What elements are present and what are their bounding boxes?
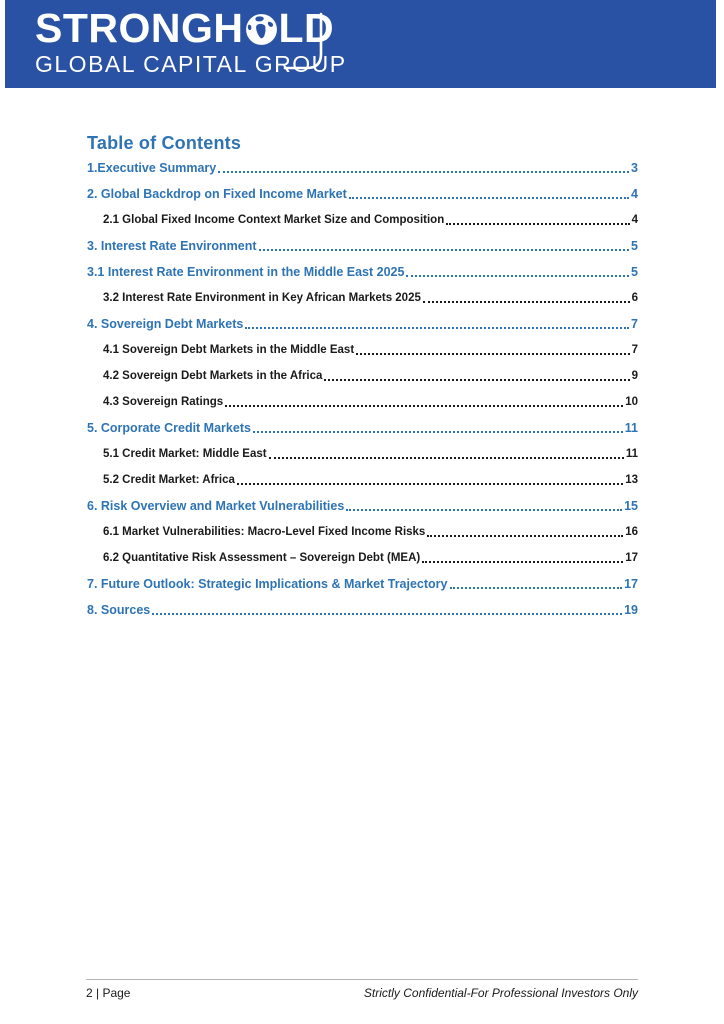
toc-entry[interactable] — [87, 420, 638, 436]
toc-dot-leader — [245, 327, 629, 329]
footer-confidentiality-notice: Strictly Confidential-For Professional Investors Only — [363, 986, 638, 1000]
toc-dot-leader — [259, 249, 630, 251]
toc-page-number: 3 — [631, 161, 638, 175]
toc-entry-label: 2. Global Backdrop on Fixed Income Market — [87, 187, 347, 201]
bracket-line-decoration — [283, 12, 325, 72]
toc-dot-leader — [406, 275, 629, 277]
toc-page-number: 5 — [631, 265, 638, 279]
toc-entry-label: 6. Risk Overview and Market Vulnerabilities — [87, 499, 345, 513]
toc-entry[interactable] — [87, 368, 638, 384]
toc-dot-leader — [218, 171, 629, 173]
toc-dot-leader — [427, 535, 623, 537]
toc-entry[interactable] — [87, 212, 638, 228]
toc-entry-list — [87, 160, 638, 618]
toc-dot-leader — [446, 223, 629, 225]
toc-entry[interactable] — [87, 498, 638, 514]
toc-entry[interactable] — [87, 290, 638, 306]
toc-entry[interactable] — [87, 342, 638, 358]
toc-page-number: 17 — [625, 552, 638, 564]
toc-page-number: 16 — [625, 526, 638, 538]
toc-entry-label: 5.1 Credit Market: Middle East — [103, 448, 267, 460]
toc-dot-leader — [423, 301, 630, 303]
toc-page-number: 15 — [624, 499, 638, 513]
toc-dot-leader — [422, 561, 623, 563]
toc-entry[interactable] — [87, 316, 638, 332]
toc-entry[interactable] — [87, 576, 638, 592]
toc-dot-leader — [324, 379, 629, 381]
toc-page-number: 4 — [631, 214, 638, 226]
toc-dot-leader — [450, 587, 623, 589]
table-of-contents — [87, 132, 638, 628]
toc-entry-label: 4. Sovereign Debt Markets — [87, 317, 244, 331]
toc-entry-label: 3. Interest Rate Environment — [87, 239, 257, 253]
toc-entry[interactable] — [87, 186, 638, 202]
toc-entry-label: 6.2 Quantitative Risk Assessment – Sovereign Debt (MEA) — [103, 552, 421, 564]
toc-page-number: 11 — [624, 421, 638, 435]
toc-page-number: 13 — [625, 474, 638, 486]
toc-page-number: 19 — [624, 603, 638, 617]
toc-dot-leader — [346, 509, 622, 511]
toc-entry[interactable] — [87, 472, 638, 488]
toc-title: Table of Contents — [87, 133, 242, 153]
toc-entry-label: 6.1 Market Vulnerabilities: Macro-Level Fixed Income Risks — [103, 526, 426, 538]
toc-entry-label: 5. Corporate Credit Markets — [87, 421, 251, 435]
header-banner — [5, 0, 716, 88]
toc-entry[interactable] — [87, 238, 638, 254]
logo-text-post: LD — [278, 5, 335, 51]
toc-entry-label: 4.1 Sovereign Debt Markets in the Middle East — [103, 344, 355, 356]
toc-entry[interactable] — [87, 446, 638, 462]
toc-page-number: 7 — [631, 317, 638, 331]
toc-page-number: 4 — [631, 187, 638, 201]
toc-page-number: 5 — [631, 239, 638, 253]
toc-dot-leader — [269, 457, 624, 459]
toc-page-number: 17 — [624, 577, 638, 591]
toc-entry-label: 5.2 Credit Market: Africa — [103, 474, 235, 486]
toc-entry[interactable] — [87, 160, 638, 176]
toc-entry-label: 2.1 Global Fixed Income Context Market Size and Composition — [103, 214, 445, 226]
toc-entry-label: 3.2 Interest Rate Environment in Key African Markets 2025 — [103, 292, 421, 304]
toc-dot-leader — [356, 353, 629, 355]
globe-icon — [245, 13, 278, 46]
toc-dot-leader — [237, 483, 623, 485]
toc-entry-label: 3.1 Interest Rate Environment in the Middle East 2025 — [87, 265, 405, 279]
toc-entry[interactable] — [87, 394, 638, 410]
logo-subtitle: GLOBAL CAPITAL GROUP — [35, 51, 347, 77]
page-footer — [86, 979, 638, 1000]
toc-page-number: 7 — [631, 344, 638, 356]
toc-entry[interactable] — [87, 602, 638, 618]
toc-dot-leader — [225, 405, 623, 407]
toc-entry[interactable] — [87, 264, 638, 280]
toc-entry-label: 1.Executive Summary — [87, 161, 217, 175]
toc-entry-label: 4.3 Sovereign Ratings — [103, 396, 224, 408]
toc-dot-leader — [253, 431, 623, 433]
toc-entry[interactable] — [87, 550, 638, 566]
toc-page-number: 10 — [625, 396, 638, 408]
footer-page-number: 2 | Page — [86, 986, 131, 1000]
toc-entry-label: 8. Sources — [87, 603, 151, 617]
toc-page-number: 9 — [631, 370, 638, 382]
logo-text-pre: STRONGH — [35, 5, 244, 51]
toc-entry-label: 7. Future Outlook: Strategic Implications & Market Trajectory — [87, 577, 448, 591]
toc-entry-label: 4.2 Sovereign Debt Markets in the Africa — [103, 370, 323, 382]
toc-page-number: 11 — [625, 448, 638, 460]
toc-dot-leader — [152, 613, 622, 615]
toc-dot-leader — [349, 197, 629, 199]
toc-page-number: 6 — [631, 292, 638, 304]
toc-entry[interactable] — [87, 524, 638, 540]
